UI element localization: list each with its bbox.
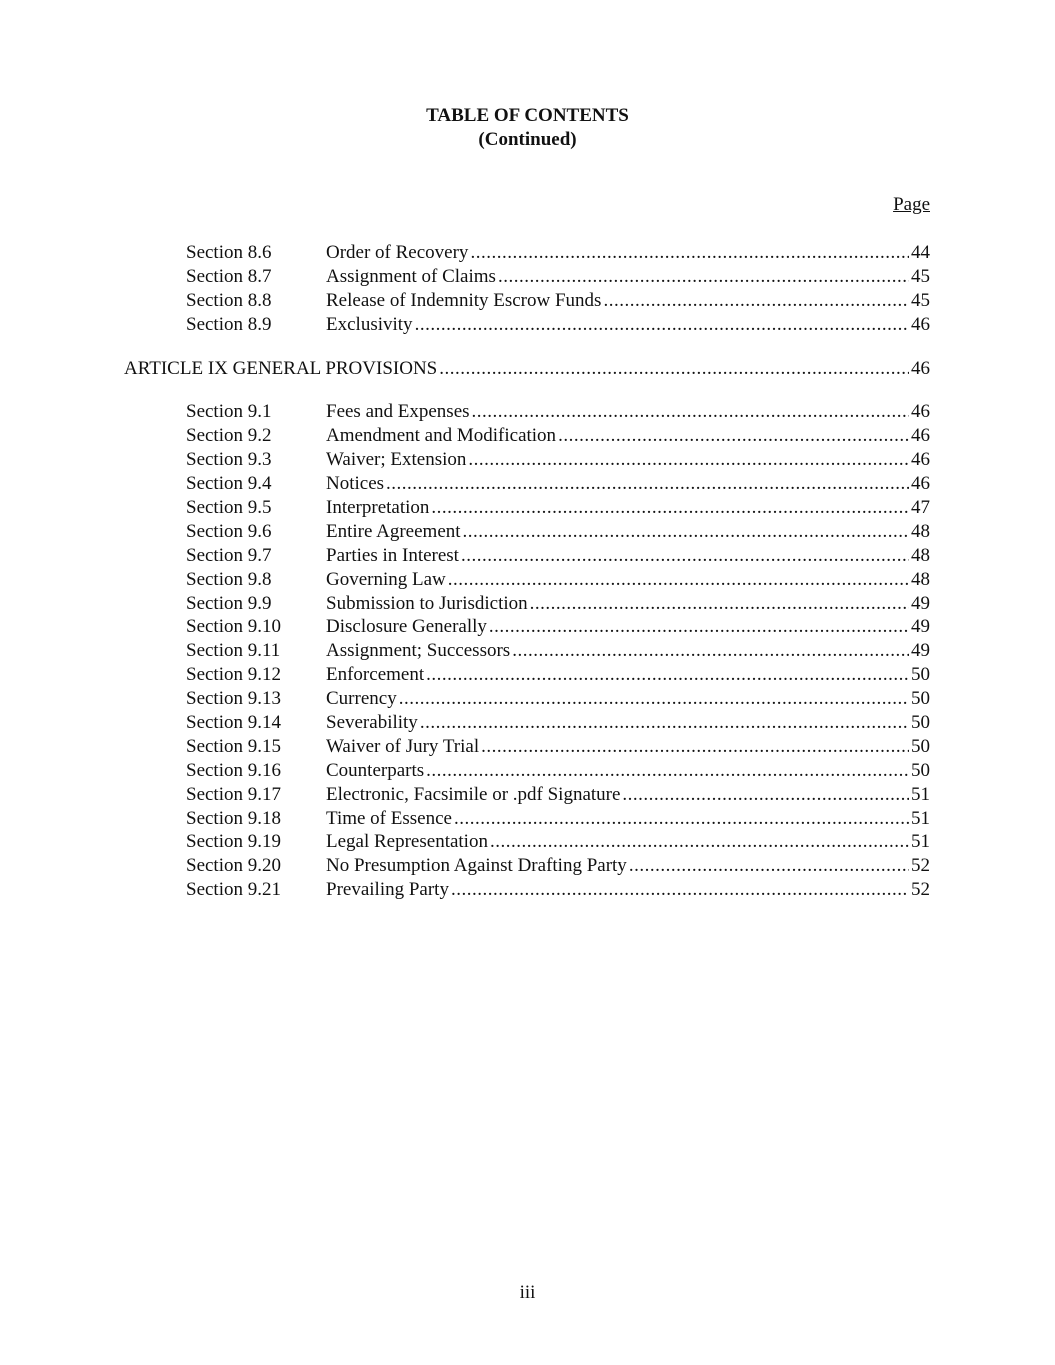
section-page: 49 [911,592,930,614]
toc-entry[interactable] [0,615,1055,639]
section-title: Interpretation [326,497,430,519]
section-page: 44 [911,242,930,263]
toc-entry[interactable] [0,592,1055,616]
section-page: 50 [911,759,930,781]
section-page: 50 [911,688,930,710]
section-title: Assignment; Successors [326,640,511,662]
section-title: Waiver of Jury Trial [326,735,480,757]
table-of-contents [0,241,1055,902]
dot-leader [472,400,909,424]
toc-entry[interactable] [0,568,1055,592]
section-title: No Presumption Against Drafting Party [326,855,627,877]
toc-entry[interactable] [0,520,1055,544]
section-number: Section 9.7 [186,544,272,566]
toc-entry[interactable] [0,289,1055,313]
dot-leader [420,711,909,735]
dot-leader [461,544,909,568]
dot-leader [470,241,909,265]
toc-entry[interactable] [0,448,1055,472]
article-title: ARTICLE IX GENERAL PROVISIONS [124,357,438,379]
toc-entry[interactable] [0,687,1055,711]
section-number: Section 9.21 [186,879,281,901]
section-page: 49 [911,640,930,662]
section-page: 47 [911,497,930,519]
section-title: Governing Law [326,568,446,590]
section-number: Section 9.13 [186,688,281,710]
section-group-article-8 [0,241,1055,337]
section-title: Notices [326,473,385,495]
section-title: Fees and Expenses [326,401,470,423]
toc-entry[interactable] [0,878,1055,902]
toc-entry[interactable] [0,544,1055,568]
section-title: Waiver; Extension [326,449,467,471]
section-number: Section 9.18 [186,807,281,829]
section-number: Section 8.9 [186,313,272,335]
section-page: 48 [911,568,930,590]
dot-leader [426,759,909,783]
toc-entry[interactable] [0,496,1055,520]
section-title: Assignment of Claims [326,265,496,287]
section-title: Submission to Jurisdiction [326,592,528,614]
section-title: Electronic, Facsimile or .pdf Signature [326,783,621,805]
section-page: 46 [911,449,930,471]
section-number: Section 8.6 [186,242,272,263]
section-number: Section 9.10 [186,616,281,638]
section-number: Section 9.2 [186,425,272,447]
section-number: Section 9.16 [186,759,281,781]
section-page: 46 [911,425,930,447]
section-page: 52 [911,879,930,901]
section-number: Section 9.1 [186,401,272,423]
section-number: Section 9.20 [186,855,281,877]
page-column-header: Page [893,194,930,215]
section-title: Prevailing Party [326,879,449,901]
toc-subtitle: (Continued) [478,129,577,150]
article-page: 46 [911,357,930,379]
dot-leader [415,313,909,337]
dot-leader [629,854,909,878]
section-title: Disclosure Generally [326,616,487,638]
section-number: Section 9.17 [186,783,281,805]
dot-leader [603,289,909,313]
dot-leader [530,592,909,616]
dot-leader [431,496,909,520]
section-page: 52 [911,855,930,877]
section-number: Section 9.12 [186,664,281,686]
dot-leader [386,472,909,496]
dot-leader [489,615,909,639]
toc-entry[interactable] [0,313,1055,337]
section-title: Order of Recovery [326,242,469,263]
section-number: Section 9.14 [186,712,281,734]
section-number: Section 9.8 [186,568,272,590]
section-number: Section 9.9 [186,592,272,614]
toc-entry[interactable] [0,265,1055,289]
dot-leader [558,424,909,448]
section-number: Section 9.5 [186,497,272,519]
section-page: 49 [911,616,930,638]
dot-leader [463,520,909,544]
page-number: iii [519,1282,536,1303]
toc-entry[interactable] [0,807,1055,831]
toc-entry[interactable] [0,241,1055,265]
section-title: Legal Representation [326,831,488,853]
section-title: Exclusivity [326,313,413,335]
section-page: 50 [911,735,930,757]
section-page: 51 [911,783,930,805]
section-title: Severability [326,712,418,734]
dot-leader [622,783,909,807]
section-page: 46 [911,473,930,495]
dot-leader [399,687,909,711]
dot-leader [439,357,909,381]
section-page: 50 [911,712,930,734]
dot-leader [498,265,909,289]
section-title: Counterparts [326,759,425,781]
toc-entry[interactable] [0,472,1055,496]
toc-entry[interactable] [0,711,1055,735]
dot-leader [451,878,909,902]
section-title: Entire Agreement [326,520,461,542]
toc-title: TABLE OF CONTENTS [426,105,629,126]
section-title: Enforcement [326,664,425,686]
toc-entry[interactable] [0,830,1055,854]
section-title: Parties in Interest [326,544,459,566]
section-page: 48 [911,544,930,566]
section-number: Section 9.6 [186,520,272,542]
toc-entry[interactable] [0,424,1055,448]
dot-leader [490,830,909,854]
toc-entry[interactable] [0,663,1055,687]
section-page: 51 [911,831,930,853]
section-title: Amendment and Modification [326,425,557,447]
section-group-article-9 [0,400,1055,902]
section-page: 45 [911,289,930,311]
section-number: Section 9.19 [186,831,281,853]
section-number: Section 9.15 [186,735,281,757]
section-number: Section 8.7 [186,265,272,287]
section-number: Section 8.8 [186,289,272,311]
dot-leader [481,735,909,759]
section-title: Release of Indemnity Escrow Funds [326,289,602,311]
section-number: Section 9.4 [186,473,272,495]
section-page: 45 [911,265,930,287]
dot-leader [512,639,909,663]
section-page: 51 [911,807,930,829]
dot-leader [454,807,909,831]
toc-entry[interactable] [0,783,1055,807]
section-page: 46 [911,401,930,423]
dot-leader [468,448,909,472]
toc-entry[interactable] [0,854,1055,878]
section-page: 48 [911,520,930,542]
toc-entry[interactable] [0,639,1055,663]
dot-leader [448,568,909,592]
section-title: Currency [326,688,397,710]
toc-entry[interactable] [0,759,1055,783]
toc-entry[interactable] [0,400,1055,424]
dot-leader [426,663,909,687]
toc-entry[interactable] [0,735,1055,759]
section-title: Time of Essence [326,807,452,829]
article-ix-entry[interactable] [0,357,1055,381]
section-number: Section 9.11 [186,640,281,662]
section-number: Section 9.3 [186,449,272,471]
section-page: 46 [911,313,930,335]
section-page: 50 [911,664,930,686]
